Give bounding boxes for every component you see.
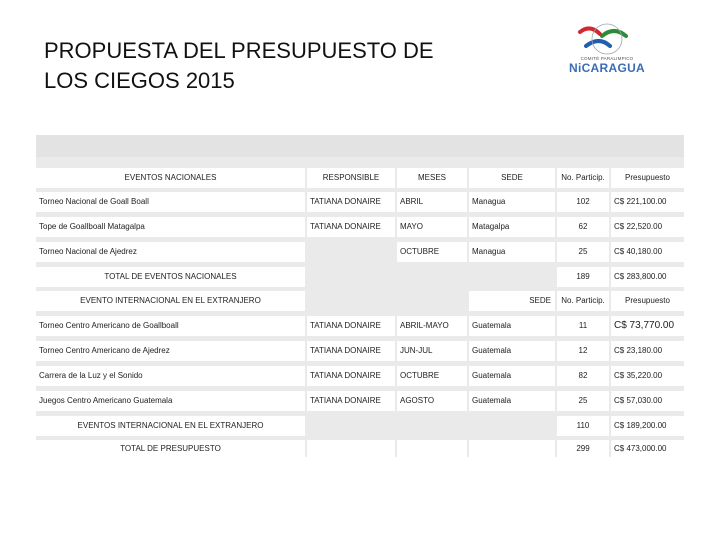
international-row-3-month: OCTUBRE <box>397 366 467 386</box>
table-top-band <box>36 135 684 157</box>
national-row-1-budget: C$ 221,100.00 <box>611 192 684 212</box>
header-months: MESES <box>397 168 467 188</box>
international-row-4-seat: Guatemala <box>469 391 555 411</box>
international-row-4-responsible: TATIANA DONAIRE <box>307 391 395 411</box>
national-row-1-responsible: TATIANA DONAIRE <box>307 192 395 212</box>
grand-total-blank-2 <box>397 440 467 457</box>
international-row-3-event: Carrera de la Luz y el Sonido <box>36 366 305 386</box>
header-event: EVENTOS NACIONALES <box>36 168 305 188</box>
international-row-1-month: ABRIL-MAYO <box>397 316 467 336</box>
logo-country-text: NiCARAGUA <box>568 61 646 75</box>
international-row-2-seat: Guatemala <box>469 341 555 361</box>
page-title <box>44 36 434 96</box>
national-row-3-budget: C$ 40,180.00 <box>611 242 684 262</box>
international-row-2-responsible: TATIANA DONAIRE <box>307 341 395 361</box>
national-row-1-seat: Managua <box>469 192 555 212</box>
national-row-2-month: MAYO <box>397 217 467 237</box>
grand-total-participants: 299 <box>557 440 609 457</box>
national-row-3-seat: Managua <box>469 242 555 262</box>
international-header-event: EVENTO INTERNACIONAL EN EL EXTRANJERO <box>36 291 305 311</box>
paralympic-agitos-logo-icon <box>566 22 648 56</box>
international-header-participants: No. Particip. <box>557 291 609 311</box>
international-row-3-participants: 82 <box>557 366 609 386</box>
national-row-2-participants: 62 <box>557 217 609 237</box>
international-row-2-participants: 12 <box>557 341 609 361</box>
grand-total-blank-3 <box>469 440 555 457</box>
national-row-3-month: OCTUBRE <box>397 242 467 262</box>
international-row-1-budget: C$ 73,770.00 <box>611 316 684 336</box>
grand-total-blank-1 <box>307 440 395 457</box>
national-row-2-event: Tope de Goallboall Matagalpa <box>36 217 305 237</box>
header-seat: SEDE <box>469 168 555 188</box>
national-row-1-month: ABRIL <box>397 192 467 212</box>
international-row-4-month: AGOSTO <box>397 391 467 411</box>
budget-table <box>36 135 684 457</box>
international-total-label: EVENTOS INTERNACIONAL EN EL EXTRANJERO <box>36 416 305 436</box>
national-row-2-responsible: TATIANA DONAIRE <box>307 217 395 237</box>
international-row-4-participants: 25 <box>557 391 609 411</box>
international-total-participants: 110 <box>557 416 609 436</box>
grand-total-label: TOTAL DE PRESUPUESTO <box>36 440 305 457</box>
page-title-line-1: PROPUESTA DEL PRESUPUESTO DE <box>44 38 434 63</box>
header-budget: Presupuesto <box>611 168 684 188</box>
national-row-1-participants: 102 <box>557 192 609 212</box>
national-row-3-event: Torneo Nacional de Ajedrez <box>36 242 305 262</box>
grand-total-budget: C$ 473,000.00 <box>611 440 684 457</box>
international-header-budget: Presupuesto <box>611 291 684 311</box>
national-total-budget: C$ 283,800.00 <box>611 267 684 287</box>
international-row-3-budget: C$ 35,220.00 <box>611 366 684 386</box>
international-row-1-participants: 11 <box>557 316 609 336</box>
international-row-2-budget: C$ 23,180.00 <box>611 341 684 361</box>
page-title-line-2: LOS CIEGOS 2015 <box>44 68 235 93</box>
header-participants: No. Particip. <box>557 168 609 188</box>
national-row-3-participants: 25 <box>557 242 609 262</box>
national-total-label: TOTAL DE EVENTOS NACIONALES <box>36 267 305 287</box>
international-row-3-seat: Guatemala <box>469 366 555 386</box>
international-row-4-event: Juegos Centro Americano Guatemala <box>36 391 305 411</box>
national-row-2-budget: C$ 22,520.00 <box>611 217 684 237</box>
international-header-seat: SEDE <box>469 291 555 311</box>
international-row-2-month: JUN-JUL <box>397 341 467 361</box>
national-total-participants: 189 <box>557 267 609 287</box>
international-total-budget: C$ 189,200.00 <box>611 416 684 436</box>
national-row-1-event: Torneo Nacional de Goall Boall <box>36 192 305 212</box>
logo-org-text: COMITÉ PARALIMPICO <box>580 56 634 61</box>
international-row-1-seat: Guatemala <box>469 316 555 336</box>
national-row-2-seat: Matagalpa <box>469 217 555 237</box>
international-row-3-responsible: TATIANA DONAIRE <box>307 366 395 386</box>
international-row-4-budget: C$ 57,030.00 <box>611 391 684 411</box>
international-row-1-responsible: TATIANA DONAIRE <box>307 316 395 336</box>
header-responsible: RESPONSIBLE <box>307 168 395 188</box>
international-row-2-event: Torneo Centro Americano de Ajedrez <box>36 341 305 361</box>
paralympic-committee-logo <box>566 22 648 82</box>
international-row-1-event: Torneo Centro Americano de Goallboall <box>36 316 305 336</box>
